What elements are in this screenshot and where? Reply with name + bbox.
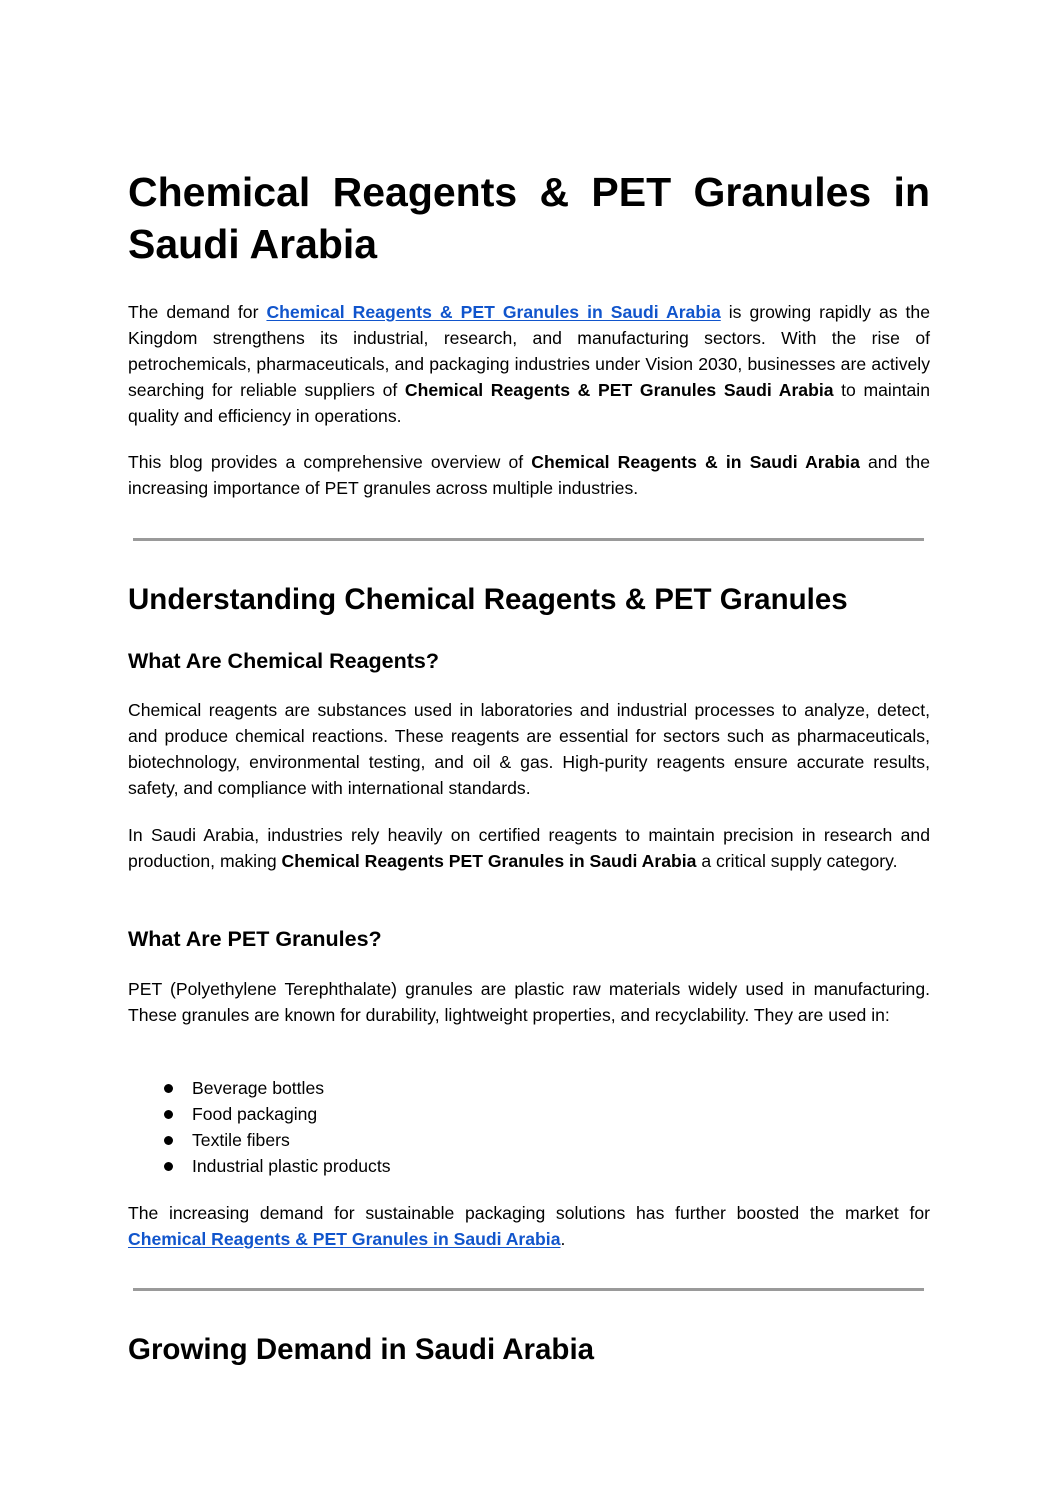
chemical-reagents-link[interactable]: Chemical Reagents & PET Granules in Saudi Arabia — [266, 302, 721, 322]
text: This blog provides a comprehensive overview of — [128, 452, 532, 472]
text: to maintain quality and efficiency in operations. — [128, 380, 930, 426]
text: The increasing demand for sustainable packaging solutions has further boosted the market for — [128, 1203, 930, 1223]
horizontal-rule — [133, 538, 924, 541]
subheading-chemical-reagents: What Are Chemical Reagents? — [128, 649, 440, 673]
sustainable-packaging-paragraph — [128, 1200, 930, 1252]
list-item-label: Textile fibers — [192, 1130, 290, 1150]
text: . — [560, 1229, 566, 1249]
chemical-reagents-link-2[interactable]: Chemical Reagents & PET Granules in Saudi Arabia — [128, 1229, 561, 1249]
saudi-reagents-paragraph — [128, 822, 930, 874]
list-item-label: Industrial plastic products — [192, 1156, 391, 1176]
text: and the increasing importance of PET granules across multiple industries. — [128, 452, 930, 498]
bold-keyword: Chemical Reagents & PET Granules Saudi Arabia — [404, 380, 834, 400]
list-item — [128, 1075, 391, 1101]
bold-keyword: Chemical Reagents PET Granules in Saudi Arabia — [281, 851, 697, 871]
bullet-icon — [164, 1136, 173, 1145]
chemical-reagents-paragraph: Chemical reagents are substances used in laboratories and industrial processes to analyze, detect, and produce chemical reactions. These reagents are essential for sectors such as pharmaceuticals, biotechnology, environmental testing, and oil & gas. High-purity reagents ensure accurate results, safety, and compliance with international standards. — [128, 700, 930, 798]
section-heading-understanding: Understanding Chemical Reagents & PET Granules — [128, 583, 848, 616]
bullet-icon — [164, 1162, 173, 1171]
list-item — [128, 1153, 391, 1179]
bold-keyword: Chemical Reagents & in Saudi Arabia — [531, 452, 860, 472]
text: The demand for — [128, 302, 267, 322]
intro-paragraph-2 — [128, 449, 930, 501]
text: a critical supply category. — [696, 851, 898, 871]
section-heading-growing-demand: Growing Demand in Saudi Arabia — [128, 1333, 595, 1366]
list-item-label: Food packaging — [192, 1104, 318, 1124]
list-item — [128, 1127, 391, 1153]
horizontal-rule — [133, 1288, 924, 1291]
bullet-icon — [164, 1084, 173, 1093]
list-item-label: Beverage bottles — [192, 1078, 325, 1098]
text: is growing rapidly as the Kingdom strengthens its industrial, research, and manufacturing sectors. With the rise of petrochemicals, pharmaceuticals, and packaging industries under Vision 2030, businesses are actively searching for reliable suppliers of — [128, 302, 930, 400]
intro-paragraph-1 — [128, 299, 930, 429]
bullet-icon — [164, 1110, 173, 1119]
subheading-pet-granules: What Are PET Granules? — [128, 927, 382, 951]
uses-list — [128, 1075, 391, 1179]
list-item — [128, 1101, 391, 1127]
document-title: Chemical Reagents & PET Granules in Saudi Arabia — [128, 169, 930, 267]
text: In Saudi Arabia, industries rely heavily on certified reagents to maintain precision in research and production, making — [128, 825, 930, 871]
pet-granules-paragraph: PET (Polyethylene Terephthalate) granules are plastic raw materials widely used in manufacturing. These granules are known for durability, lightweight properties, and recyclability. They are used in: — [128, 979, 930, 1025]
